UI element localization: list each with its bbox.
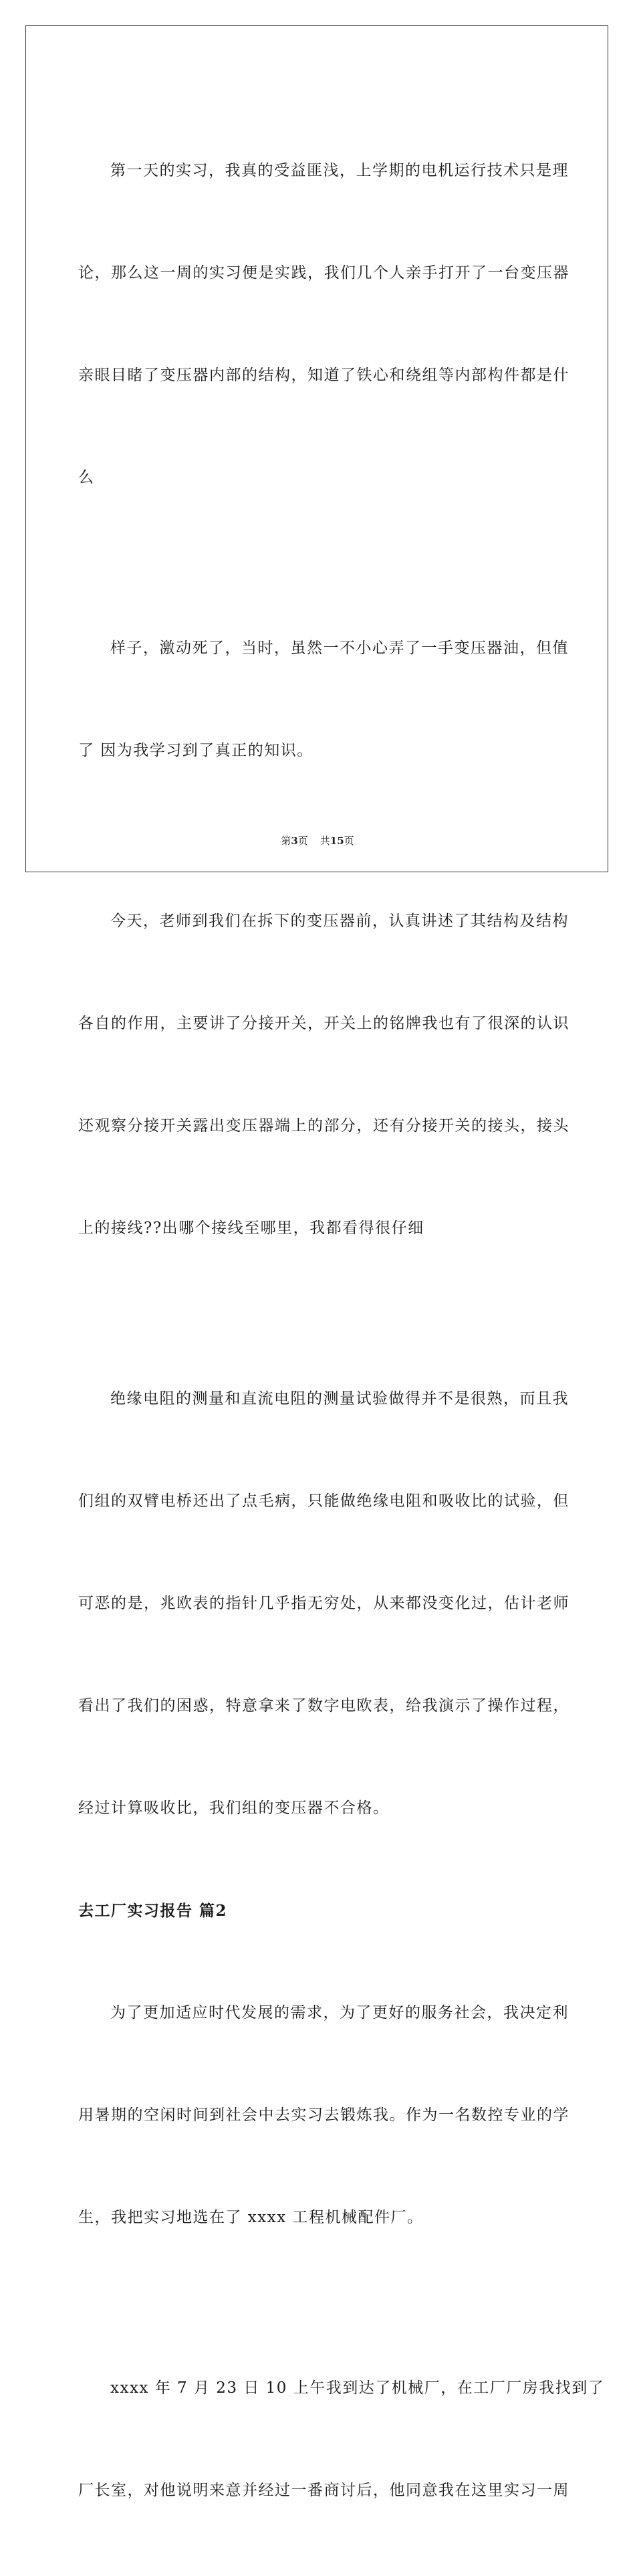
- paragraph: [78, 563, 569, 836]
- total-pages-suffix: 页: [344, 835, 354, 847]
- text-line: 看出了我们的困惑，特意拿来了数字电欧表，给我演示了操作过程，: [78, 1697, 569, 1714]
- text-line: 们组的双臂电桥还出了点毛病，只能做绝缘电阻和吸收比的试验，但: [78, 1492, 569, 1510]
- text-line: 么: [78, 469, 95, 486]
- page-number-prefix: 第: [281, 835, 291, 847]
- current-page-number: 3: [291, 835, 298, 847]
- text-line: 厂长室，对他说明来意并经过一番商讨后，他同意我在这里实习一周: [78, 2482, 569, 2499]
- text-line: 第一天的实习，我真的受益匪浅，上学期的电机运行技术只是理: [110, 162, 569, 179]
- text-line: 亲眼目睹了变压器内部的结构，知道了铁心和绕组等内部构件都是什: [78, 367, 569, 384]
- document-body: [78, 86, 605, 2576]
- paragraph: [78, 836, 569, 1314]
- total-pages-prefix: 共: [320, 835, 330, 847]
- total-page-count: 15: [330, 835, 344, 847]
- paragraph: [78, 1928, 569, 2303]
- paragraph: [78, 2303, 605, 2576]
- paragraph: [78, 1314, 569, 1894]
- text-line: 可恶的是，兆欧表的指针几乎指无穷处，从来都没变化过，估计老师: [78, 1595, 569, 1612]
- text-line: 经过计算吸收比，我们组的变压器不合格。: [78, 1799, 390, 1817]
- text-line: 了 因为我学习到了真正的知识。: [78, 742, 313, 759]
- text-line: 论，那么这一周的实习便是实践，我们几个人亲手打开了一台变压器: [78, 264, 569, 282]
- text-line: 上的接线??出哪个接线至哪里，我都看得很仔细: [78, 1219, 424, 1237]
- text-line: 生，我把实习地选在了 xxxx 工程机械配件厂。: [78, 2209, 424, 2226]
- page-footer: [0, 833, 635, 848]
- paragraph: [78, 86, 569, 563]
- text-line: 各自的作用，主要讲了分接开关，开关上的铭牌我也有了很深的认识: [78, 1015, 569, 1032]
- text-line: 绝缘电阻的测量和直流电阻的测量试验做得并不是很熟，而且我: [110, 1390, 569, 1407]
- text-line: 还观察分接开关露出变压器端上的部分，还有分接开关的接头，接头: [78, 1117, 569, 1134]
- text-line: 今天，老师到我们在拆下的变压器前，认真讲述了其结构及结构: [110, 912, 569, 930]
- page-number-suffix: 页: [297, 835, 308, 847]
- text-line: xxxx 年 7 月 23 日 10 上午我到达了机械厂，在工厂厂房我找到了: [110, 2379, 605, 2397]
- section-heading: 去工厂实习报告 篇2: [78, 1902, 228, 1920]
- text-line: 样子，激动死了，当时，虽然一不小心弄了一手变压器油，但值: [110, 639, 569, 657]
- text-line: 用暑期的空闲时间到社会中去实习去锻炼我。作为一名数控专业的学: [78, 2106, 569, 2124]
- text-line: 为了更加适应时代发展的需求，为了更好的服务社会，我决定利: [110, 2004, 569, 2021]
